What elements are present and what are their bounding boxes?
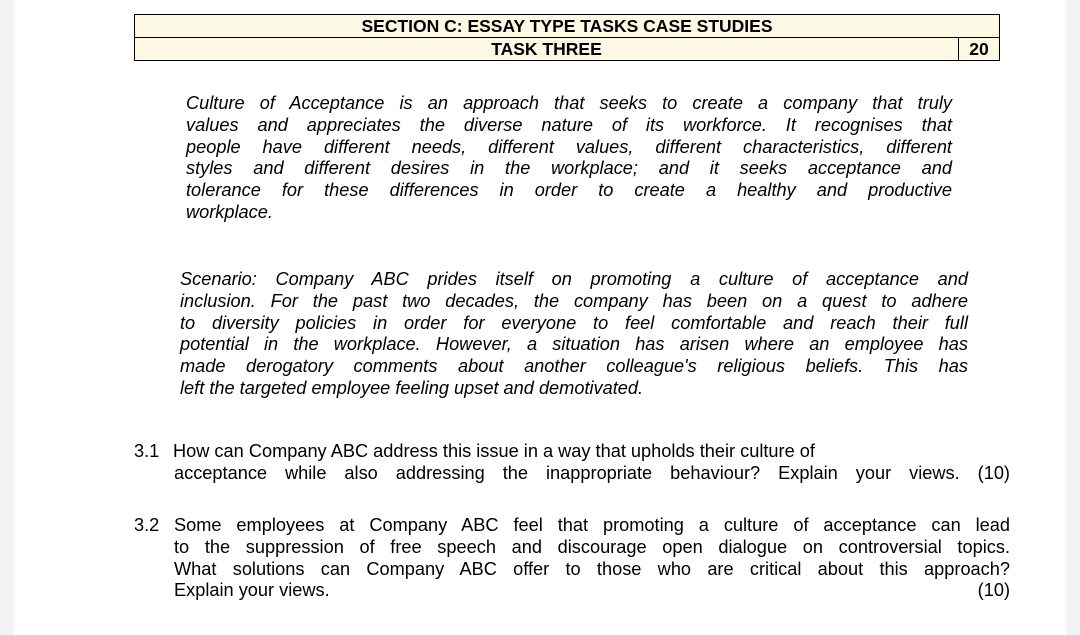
scenario-line: left the targeted employee feeling upset and demotivated. — [180, 377, 644, 398]
intro-line: Culture of Acceptance is an approach that seeks to create a company that truly — [186, 93, 952, 113]
scenario-line: made derogatory comments about another colleague's religious beliefs. This has — [180, 356, 968, 377]
scenario-line: Scenario: Company ABC prides itself on promoting a culture of acceptance and — [180, 269, 968, 289]
question-line: How can Company ABC address this issue in a way that upholds their culture of — [173, 441, 815, 461]
scenario-paragraph — [180, 269, 968, 400]
question-line: to the suppression of free speech and discourage open dialogue on controversial topics. — [174, 536, 1010, 557]
question-number: 3.1 — [134, 441, 160, 461]
question-line: What solutions can Company ABC offer to those who are critical about this approach? — [174, 558, 1010, 579]
intro-line: workplace. — [186, 201, 273, 222]
question-number: 3.2 — [134, 515, 160, 535]
scenario-line: inclusion. For the past two decades, the company has been on a quest to adhere — [180, 290, 968, 311]
document-page — [14, 0, 1066, 635]
question-line: Explain your views. — [174, 580, 330, 601]
task-total-marks: 20 — [959, 38, 1000, 61]
question-3-1 — [134, 441, 1010, 485]
section-title: SECTION C: ESSAY TYPE TASKS CASE STUDIES — [135, 15, 1000, 38]
intro-line: styles and different desires in the workplace; and it seeks acceptance and — [186, 158, 952, 179]
question-line: acceptance while also addressing the inappropriate behaviour? Explain your views. (10) — [174, 462, 1010, 483]
intro-line: values and appreciates the diverse nature of its workforce. It recognises that — [186, 114, 952, 135]
intro-paragraph — [186, 93, 952, 224]
task-title: TASK THREE — [135, 38, 959, 61]
question-last-row — [174, 580, 1010, 602]
question-3-2 — [134, 515, 1010, 602]
question-marks: (10) — [977, 580, 1010, 601]
scenario-line: to diversity policies in order for everyone to feel comfortable and reach their full — [180, 312, 968, 333]
question-line: Some employees at Company ABC feel that promoting a culture of acceptance can lead — [174, 515, 1010, 535]
intro-line: tolerance for these differences in order to create a healthy and productive — [186, 180, 952, 201]
intro-line: people have different needs, different values, different characteristics, different — [186, 136, 952, 157]
scenario-line: potential in the workplace. However, a situation has arisen where an employee has — [180, 334, 968, 355]
section-header-table — [134, 14, 1000, 61]
